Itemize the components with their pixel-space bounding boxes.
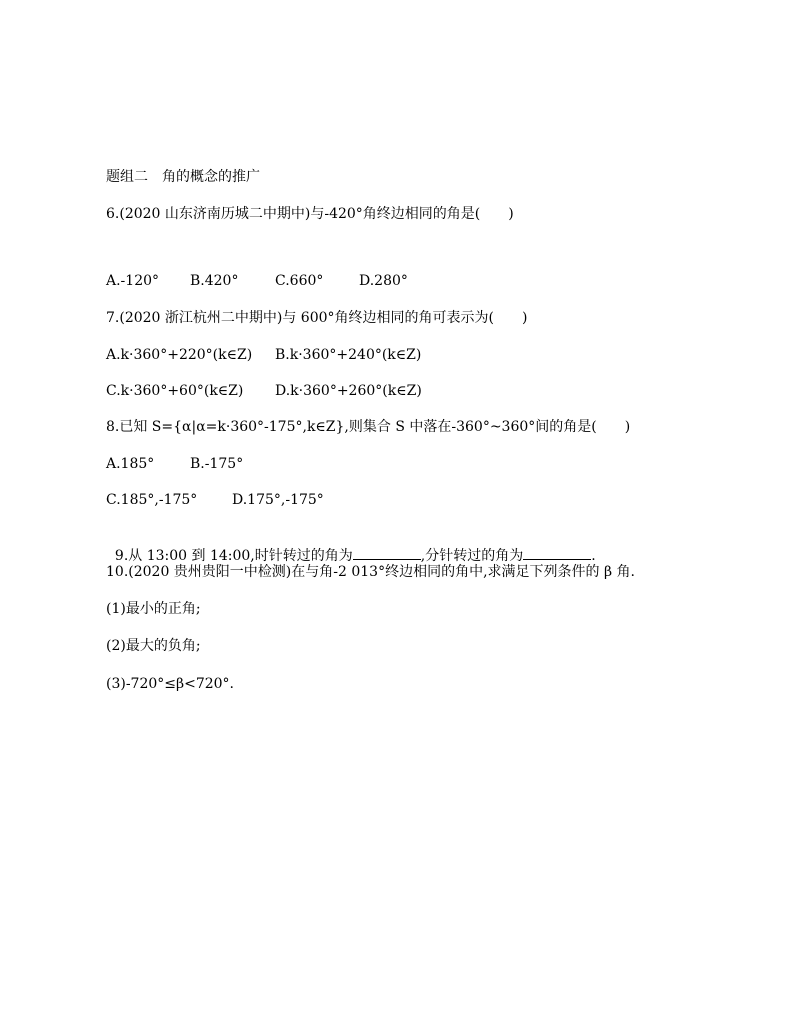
- q10-part-3: (3)-720°≤β<720°.: [106, 676, 235, 692]
- q10-part-2: (2)最大的负角;: [106, 638, 201, 654]
- q9-text-2: ,分针转过的角为: [420, 548, 524, 564]
- q7-option-b: B.k·360°+240°(k∈Z): [275, 347, 422, 363]
- q7-option-a: A.k·360°+220°(k∈Z): [106, 347, 253, 363]
- question-7-stem: 7.(2020 浙江杭州二中期中)与 600°角终边相同的角可表示为( ): [106, 310, 528, 326]
- question-6-stem: 6.(2020 山东济南历城二中期中)与-420°角终边相同的角是( ): [106, 206, 514, 222]
- question-9: [106, 525, 596, 566]
- q6-option-c: C.660°: [275, 273, 324, 289]
- q7-option-c: C.k·360°+60°(k∈Z): [106, 383, 244, 399]
- q8-option-d: D.175°,-175°: [232, 492, 324, 508]
- section-heading: 题组二 角的概念的推广: [106, 169, 260, 185]
- q9-answer-blank-1: [353, 545, 421, 560]
- question-10-stem: 10.(2020 贵州贵阳一中检测)在与角-2 013°终边相同的角中,求满足下列条件的 β 角.: [106, 564, 635, 580]
- q8-option-b: B.-175°: [190, 456, 244, 472]
- q6-option-d: D.280°: [359, 273, 408, 289]
- q8-option-a: A.185°: [106, 456, 155, 472]
- q8-option-c: C.185°,-175°: [106, 492, 198, 508]
- question-8-stem: 8.已知 S={α|α=k·360°-175°,k∈Z},则集合 S 中落在-360°~360°间的角是( ): [106, 419, 631, 435]
- q9-answer-blank-2: [523, 545, 591, 560]
- q9-text-3: .: [591, 548, 596, 564]
- q10-part-1: (1)最小的正角;: [106, 601, 201, 617]
- q7-option-d: D.k·360°+260°(k∈Z): [275, 383, 422, 399]
- q6-option-a: A.-120°: [106, 273, 160, 289]
- q6-option-b: B.420°: [190, 273, 239, 289]
- q9-text-1: 9.从 13:00 到 14:00,时针转过的角为: [114, 548, 353, 564]
